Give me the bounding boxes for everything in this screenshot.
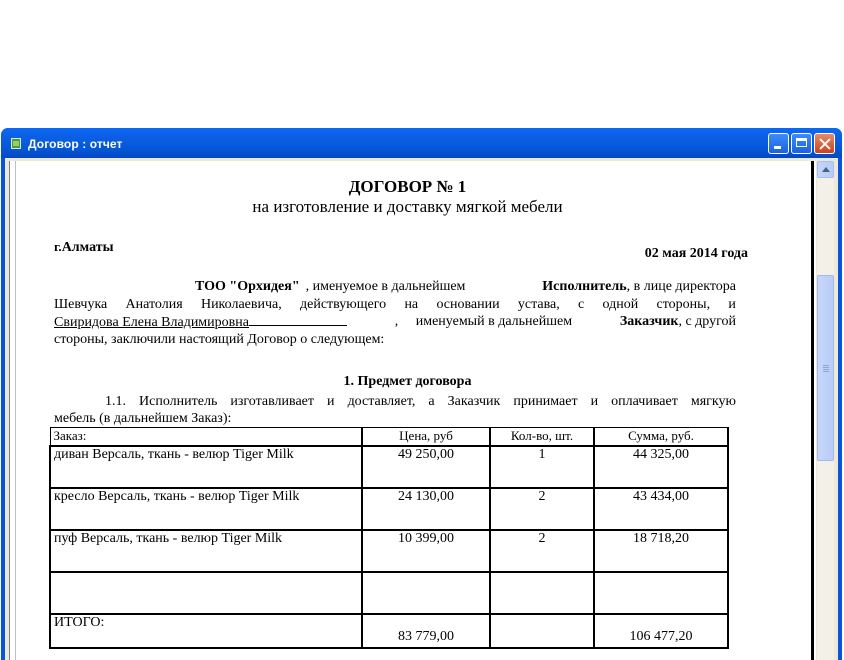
contract-date: 02 мая 2014 года: [644, 246, 748, 261]
company-name: ТОО "Орхидея": [195, 279, 300, 294]
total-qty: [490, 614, 594, 648]
item-price: 10 399,00: [362, 530, 490, 572]
item-sum: 18 718,20: [594, 530, 728, 572]
clause-1-1: [54, 393, 736, 427]
table-header-row: [50, 428, 728, 447]
item-qty: [490, 572, 594, 614]
customer-name: Свиридова Елена Владимировна: [54, 315, 249, 330]
item-name: диван Версаль, ткань - велюр Tiger Milk: [50, 446, 362, 488]
table-row: [50, 446, 728, 488]
close-button[interactable]: [814, 133, 835, 154]
window-title: Договор : отчет: [28, 137, 123, 151]
table-row: [50, 530, 728, 572]
report-window: [1, 128, 842, 660]
page-right-border: [811, 161, 814, 660]
customer-blank-line: [249, 313, 347, 326]
item-name: кресло Версаль, ткань - велюр Tiger Milk: [50, 488, 362, 530]
intro-text-1: , именуемое в дальнейшем: [305, 279, 466, 294]
total-sum: 106 477,20: [594, 614, 728, 648]
item-qty: 2: [490, 488, 594, 530]
table-total-row: [50, 614, 728, 648]
preamble-paragraph: [54, 278, 736, 348]
item-price: 49 250,00: [362, 446, 490, 488]
title-bar[interactable]: [1, 128, 842, 158]
maximize-button[interactable]: [791, 133, 812, 154]
minimize-button[interactable]: [768, 133, 789, 154]
customer-word: Заказчик: [619, 314, 679, 329]
item-price: 24 130,00: [362, 488, 490, 530]
total-price: 83 779,00: [362, 614, 490, 648]
header-price: Цена, руб: [362, 428, 490, 447]
item-price: [362, 572, 490, 614]
header-qty: Кол-во, шт.: [490, 428, 594, 447]
scrollbar-thumb[interactable]: [817, 275, 834, 461]
item-sum: 43 434,00: [594, 488, 728, 530]
report-app-icon: [11, 138, 21, 149]
table-row-empty: [50, 572, 728, 614]
intro-text-4: , с другой: [678, 314, 736, 329]
preamble-line-2: Шевчука Анатолия Николаевича, действующего на основании устава, с одной стороны, и: [54, 296, 736, 312]
clause-line-1: 1.1. Исполнитель изготавливает и доставляет, а Заказчик принимает и оплачивает мягкую: [105, 394, 736, 409]
executor-word: Исполнитель: [542, 279, 627, 294]
intro-text-2: , в лице директора: [626, 279, 736, 294]
header-sum: Сумма, руб.: [594, 428, 728, 447]
preamble-line-1: [54, 278, 736, 296]
grip-icon: [823, 365, 829, 366]
preamble-line-3: [54, 313, 736, 331]
header-order: Заказ:: [50, 428, 362, 447]
report-viewport: [5, 158, 838, 660]
intro-text-3: , именуемый в дальнейшем: [394, 314, 573, 329]
contract-city: [54, 239, 114, 256]
vertical-scrollbar[interactable]: [817, 161, 834, 660]
order-table: [49, 427, 729, 649]
preamble-line-4: стороны, заключили настоящий Договор о следующем:: [54, 331, 385, 347]
item-qty: 1: [490, 446, 594, 488]
item-sum: 44 325,00: [594, 446, 728, 488]
item-sum: [594, 572, 728, 614]
city-prefix: г.: [54, 239, 62, 254]
clause-line-2: мебель (в дальнейшем Заказ):: [54, 411, 232, 426]
total-label: ИТОГО:: [50, 614, 362, 648]
item-name: [50, 572, 362, 614]
contract-subtitle: на изготовление и доставку мягкой мебели: [252, 197, 563, 216]
item-name: пуф Версаль, ткань - велюр Tiger Milk: [50, 530, 362, 572]
item-qty: 2: [490, 530, 594, 572]
contract-title: ДОГОВОР № 1: [348, 177, 467, 196]
table-row: [50, 488, 728, 530]
contract-document: [9, 161, 806, 660]
city-name: Алматы: [61, 240, 114, 255]
section-heading: 1. Предмет договора: [343, 374, 472, 389]
scroll-up-arrow-icon[interactable]: [817, 161, 834, 178]
